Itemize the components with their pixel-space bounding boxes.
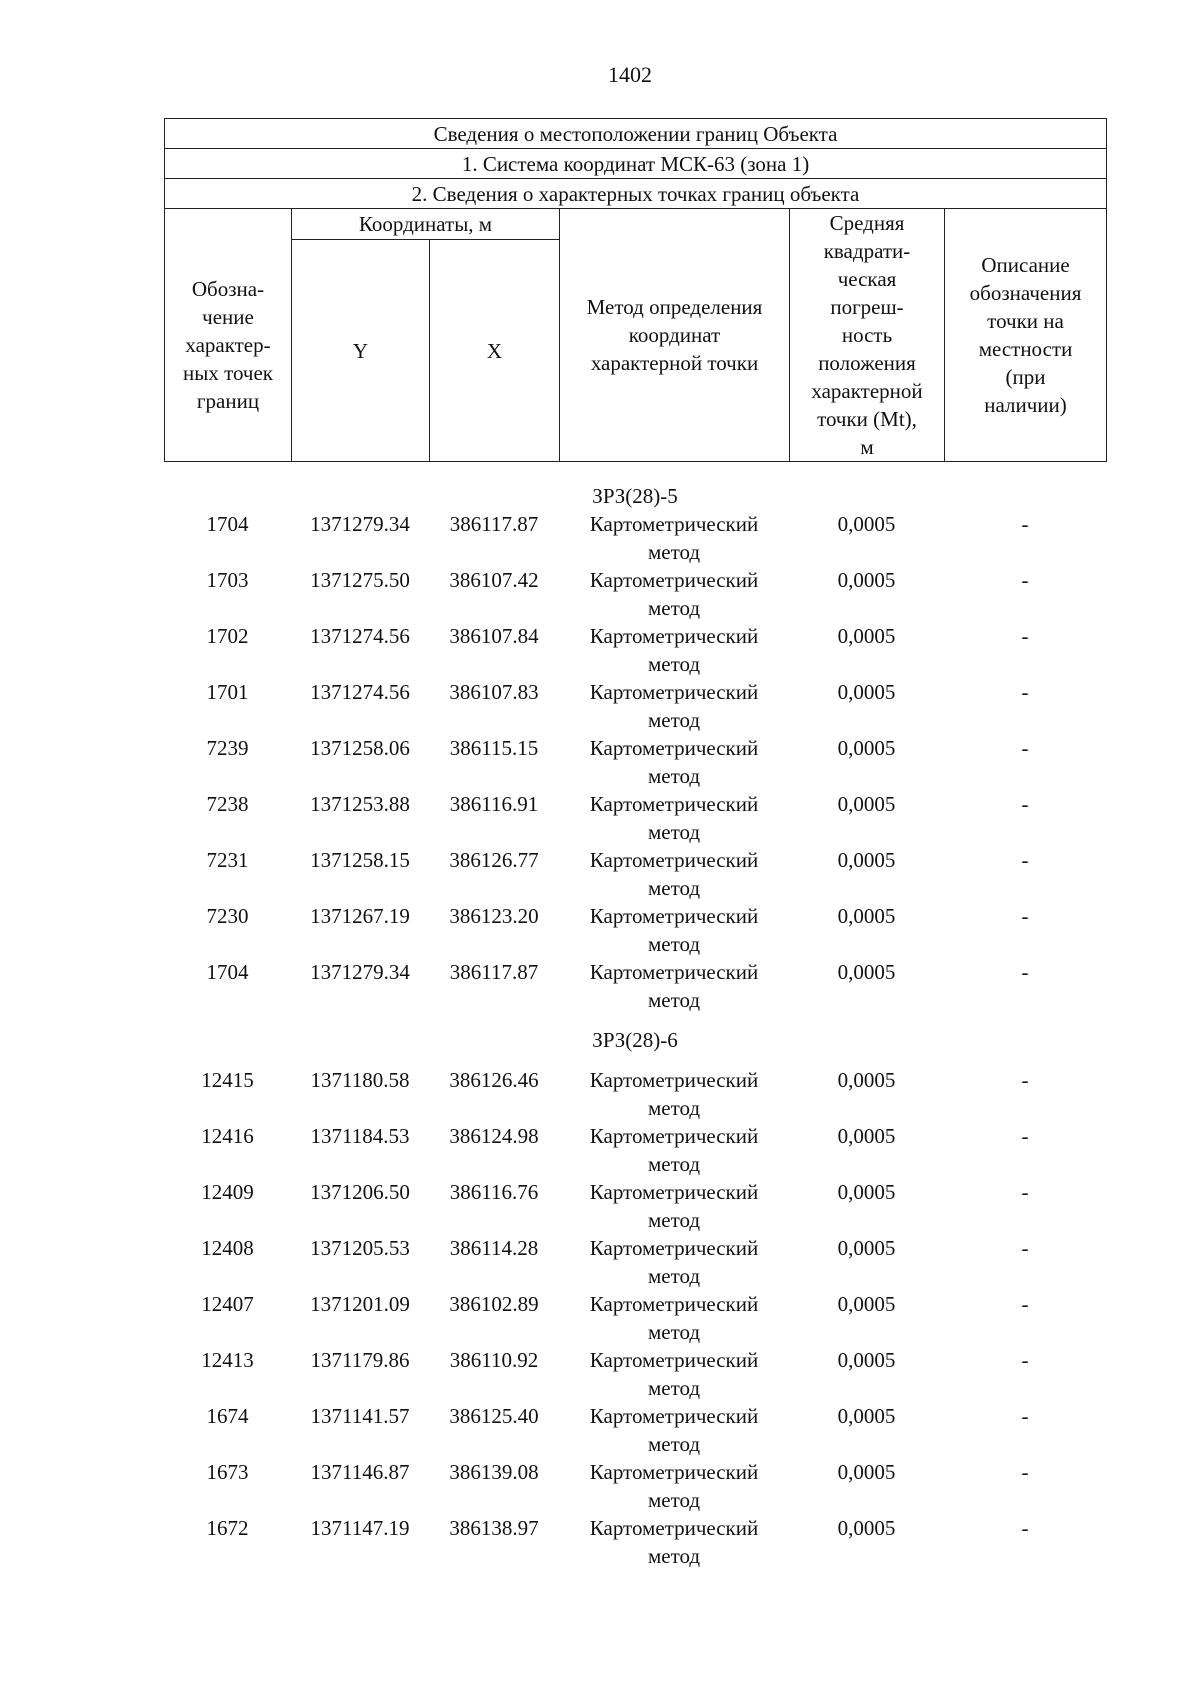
x-coordinate-cell: 386107.83 (449, 680, 539, 704)
table-row (164, 1514, 1106, 1570)
x-coordinate-cell: 386116.91 (449, 792, 539, 816)
error-cell: 0,0005 (837, 1348, 896, 1372)
y-coordinate-cell: 1371184.53 (310, 1124, 410, 1148)
table-row (164, 1346, 1106, 1402)
table-row (164, 1234, 1106, 1290)
x-coordinate-cell: 386107.84 (449, 624, 539, 648)
point-cell: 1704 (206, 512, 249, 536)
table-row (164, 566, 1106, 622)
x-coordinate-cell: 386107.42 (449, 568, 539, 592)
method-cell: Картометрический метод (589, 624, 759, 676)
x-coordinate-cell: 386117.87 (449, 960, 539, 984)
table-row (164, 734, 1106, 790)
point-cell: 1702 (206, 624, 249, 648)
point-cell: 12413 (201, 1348, 254, 1372)
y-coordinate-cell: 1371205.53 (310, 1236, 410, 1260)
point-cell: 1703 (206, 568, 249, 592)
error-cell: 0,0005 (837, 568, 896, 592)
x-coordinate-cell: 386114.28 (449, 1236, 539, 1260)
table-row (164, 1290, 1106, 1346)
table-row (164, 1122, 1106, 1178)
table-row (164, 846, 1106, 902)
point-cell: 7238 (206, 792, 249, 816)
error-cell: 0,0005 (837, 1180, 896, 1204)
error-cell: 0,0005 (837, 1236, 896, 1260)
x-coordinate-cell: 386124.98 (449, 1124, 539, 1148)
y-coordinate-cell: 1371141.57 (310, 1404, 410, 1428)
method-cell: Картометрический метод (589, 1404, 759, 1456)
method-cell: Картометрический метод (589, 904, 759, 956)
description-cell: - (1021, 1460, 1029, 1484)
y-coordinate-cell: 1371275.50 (310, 568, 410, 592)
zone-name: ЗРЗ(28)-6 (592, 1028, 678, 1052)
description-cell: - (1021, 960, 1029, 984)
description-cell: - (1021, 568, 1029, 592)
data-body (164, 468, 1106, 1570)
col-header-desc: Описание обозначения точки на местности (при наличии) (945, 209, 1107, 462)
table-subtitle: 2. Сведения о характерных точках границ объекта (165, 179, 1107, 209)
col-header-point: Обозна- чение характер- ных точек границ (165, 209, 292, 462)
point-cell: 1672 (206, 1516, 249, 1540)
error-cell: 0,0005 (837, 960, 896, 984)
table-row (164, 1066, 1106, 1122)
y-coordinate-cell: 1371279.34 (310, 512, 410, 536)
x-coordinate-cell: 386139.08 (449, 1460, 539, 1484)
point-cell: 1701 (206, 680, 249, 704)
table-row (164, 1402, 1106, 1458)
error-cell: 0,0005 (837, 680, 896, 704)
table-row (164, 790, 1106, 846)
description-cell: - (1021, 904, 1029, 928)
x-coordinate-cell: 386102.89 (449, 1292, 539, 1316)
point-cell: 7239 (206, 736, 249, 760)
description-cell: - (1021, 1124, 1029, 1148)
method-cell: Картометрический метод (589, 1348, 759, 1400)
description-cell: - (1021, 512, 1029, 536)
method-cell: Картометрический метод (589, 848, 759, 900)
point-cell: 12415 (201, 1068, 254, 1092)
y-coordinate-cell: 1371180.58 (310, 1068, 410, 1092)
y-coordinate-cell: 1371258.06 (310, 736, 410, 760)
y-coordinate-cell: 1371179.86 (310, 1348, 410, 1372)
error-cell: 0,0005 (837, 1124, 896, 1148)
method-cell: Картометрический метод (589, 1516, 759, 1568)
point-cell: 12408 (201, 1236, 254, 1260)
table-row (164, 510, 1106, 566)
table-row (164, 958, 1106, 1014)
zone-header-row (164, 468, 1106, 510)
method-cell: Картометрический метод (589, 1180, 759, 1232)
method-cell: Картометрический метод (589, 1068, 759, 1120)
error-cell: 0,0005 (837, 736, 896, 760)
description-cell: - (1021, 680, 1029, 704)
col-header-error: Средняя квадрати- ческая погреш- ность положения характерной точки (Mt), м (790, 209, 945, 462)
method-cell: Картометрический метод (589, 736, 759, 788)
zone-name: ЗРЗ(28)-5 (592, 484, 678, 508)
error-cell: 0,0005 (837, 904, 896, 928)
col-header-x: X (430, 240, 560, 462)
y-coordinate-cell: 1371274.56 (310, 680, 410, 704)
point-cell: 12407 (201, 1292, 254, 1316)
table-row (164, 678, 1106, 734)
description-cell: - (1021, 1292, 1029, 1316)
description-cell: - (1021, 1068, 1029, 1092)
x-coordinate-cell: 386117.87 (449, 512, 539, 536)
method-cell: Картометрический метод (589, 960, 759, 1012)
y-coordinate-cell: 1371279.34 (310, 960, 410, 984)
y-coordinate-cell: 1371146.87 (310, 1460, 410, 1484)
zone-header-row (164, 1014, 1106, 1066)
method-cell: Картометрический метод (589, 1236, 759, 1288)
x-coordinate-cell: 386126.46 (449, 1068, 539, 1092)
error-cell: 0,0005 (837, 1460, 896, 1484)
coordinate-system: 1. Система координат МСК-63 (зона 1) (165, 149, 1107, 179)
y-coordinate-cell: 1371267.19 (310, 904, 410, 928)
table-row (164, 902, 1106, 958)
y-coordinate-cell: 1371253.88 (310, 792, 410, 816)
x-coordinate-cell: 386123.20 (449, 904, 539, 928)
point-cell: 1704 (206, 960, 249, 984)
error-cell: 0,0005 (837, 1404, 896, 1428)
method-cell: Картометрический метод (589, 512, 759, 564)
x-coordinate-cell: 386138.97 (449, 1516, 539, 1540)
table-title: Сведения о местоположении границ Объекта (165, 119, 1107, 149)
description-cell: - (1021, 792, 1029, 816)
y-coordinate-cell: 1371206.50 (310, 1180, 410, 1204)
data-table (164, 468, 1106, 1570)
point-cell: 1673 (206, 1460, 249, 1484)
point-cell: 12409 (201, 1180, 254, 1204)
x-coordinate-cell: 386115.15 (449, 736, 539, 760)
x-coordinate-cell: 386110.92 (449, 1348, 539, 1372)
error-cell: 0,0005 (837, 1516, 896, 1540)
col-header-y: Y (292, 240, 430, 462)
description-cell: - (1021, 1180, 1029, 1204)
error-cell: 0,0005 (837, 1292, 896, 1316)
x-coordinate-cell: 386126.77 (449, 848, 539, 872)
error-cell: 0,0005 (837, 624, 896, 648)
page-number: 1402 (608, 62, 652, 87)
error-cell: 0,0005 (837, 512, 896, 536)
description-cell: - (1021, 736, 1029, 760)
header-table (164, 118, 1107, 462)
table-row (164, 1178, 1106, 1234)
method-cell: Картометрический метод (589, 1460, 759, 1512)
description-cell: - (1021, 848, 1029, 872)
y-coordinate-cell: 1371258.15 (310, 848, 410, 872)
table-row (164, 1458, 1106, 1514)
error-cell: 0,0005 (837, 792, 896, 816)
description-cell: - (1021, 1516, 1029, 1540)
point-cell: 1674 (206, 1404, 249, 1428)
x-coordinate-cell: 386125.40 (449, 1404, 539, 1428)
col-header-coords: Координаты, м (292, 209, 560, 240)
description-cell: - (1021, 1348, 1029, 1372)
description-cell: - (1021, 624, 1029, 648)
method-cell: Картометрический метод (589, 680, 759, 732)
y-coordinate-cell: 1371201.09 (310, 1292, 410, 1316)
method-cell: Картометрический метод (589, 1292, 759, 1344)
method-cell: Картометрический метод (589, 792, 759, 844)
x-coordinate-cell: 386116.76 (449, 1180, 539, 1204)
point-cell: 7230 (206, 904, 249, 928)
col-header-method: Метод определения координат характерной точки (560, 209, 790, 462)
error-cell: 0,0005 (837, 848, 896, 872)
y-coordinate-cell: 1371147.19 (310, 1516, 410, 1540)
y-coordinate-cell: 1371274.56 (310, 624, 410, 648)
point-cell: 7231 (206, 848, 249, 872)
error-cell: 0,0005 (837, 1068, 896, 1092)
method-cell: Картометрический метод (589, 568, 759, 620)
description-cell: - (1021, 1404, 1029, 1428)
method-cell: Картометрический метод (589, 1124, 759, 1176)
table-row (164, 622, 1106, 678)
point-cell: 12416 (201, 1124, 254, 1148)
description-cell: - (1021, 1236, 1029, 1260)
